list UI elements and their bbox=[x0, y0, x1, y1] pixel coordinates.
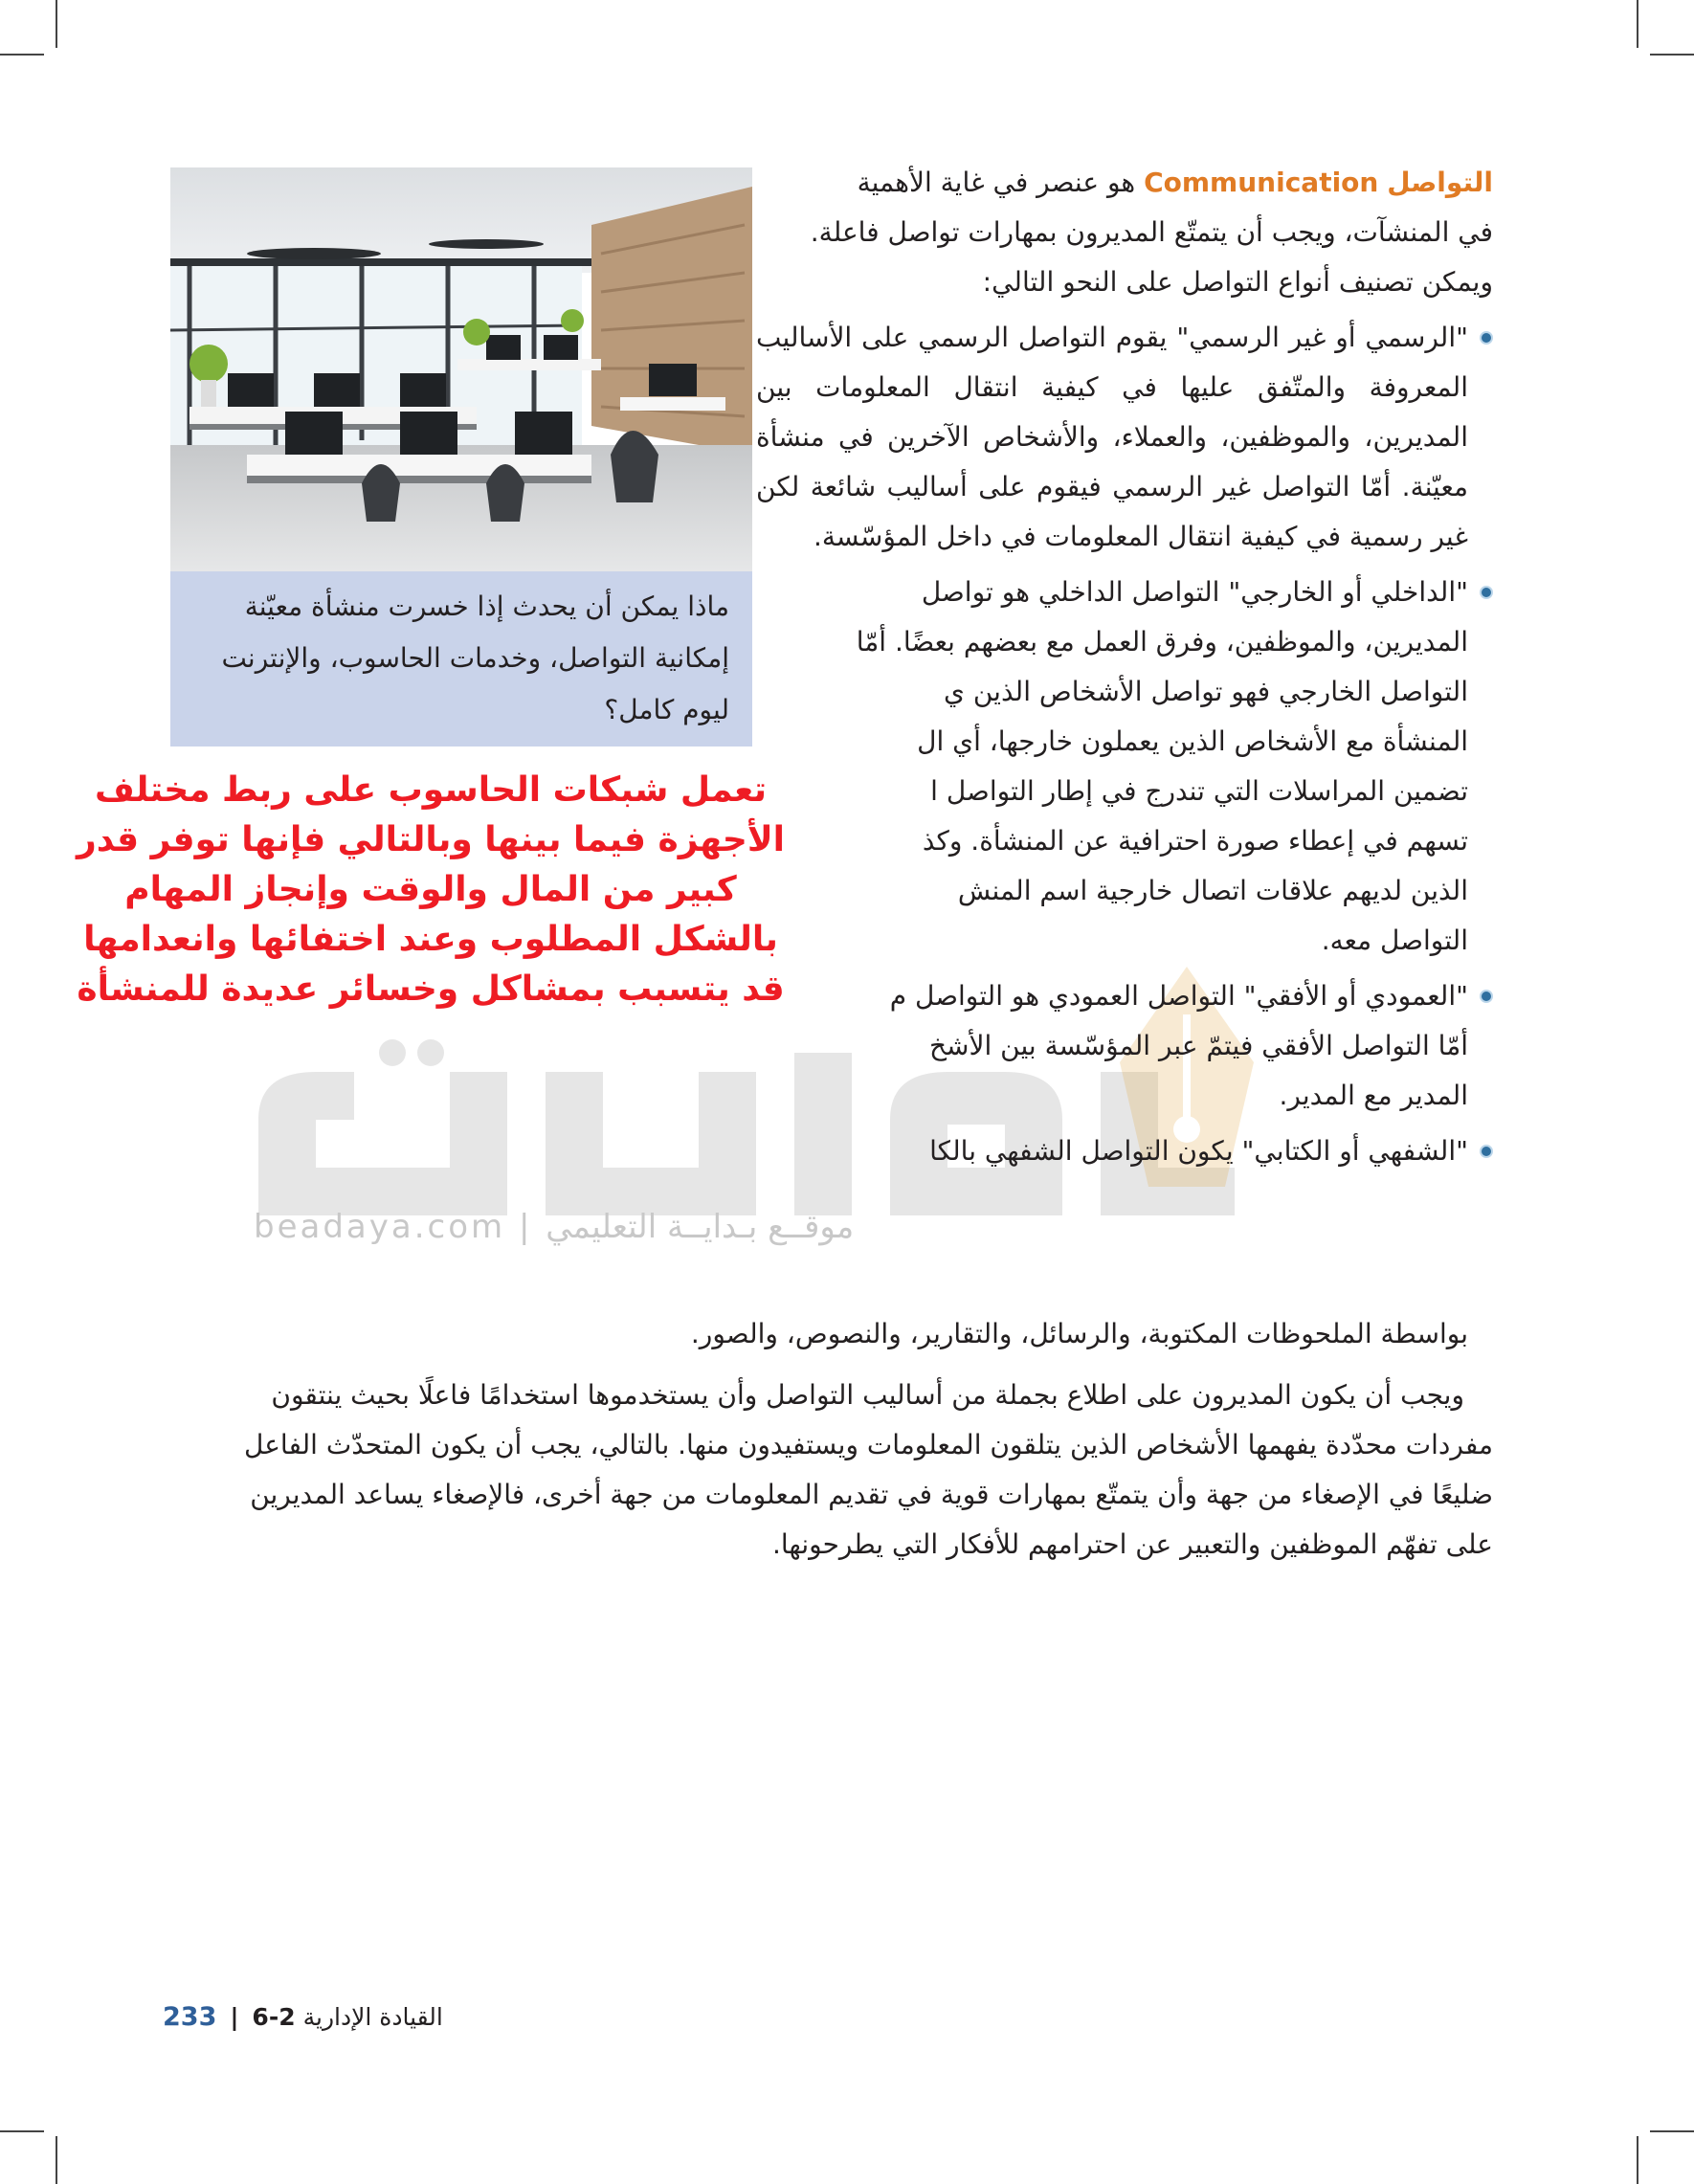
bullet-text: "الرسمي أو غير الرسمي" يقوم التواصل الرسمي على الأساليب المعروفة والمتّفق عليها في كيفية انتقال المعلومات بين المديرين، والموظفين، والعملاء، والأشخاص الآخرين في منشأة معيّنة. أمّا التواصل غير الرسمي فيقوم على أساليب شائعة لكن غير رسمية في كيفية انتقال المعلومات في داخل المؤسّسة. bbox=[756, 322, 1468, 552]
intro-line-1 bbox=[756, 158, 1493, 208]
bullet-line: "الداخلي أو الخارجي" التواصل الداخلي هو تواصل bbox=[921, 576, 1468, 608]
office-photo bbox=[170, 167, 752, 571]
crop-mark bbox=[56, 2136, 57, 2184]
closing-line: ويجب أن يكون المديرون على اطلاع بجملة من أساليب التواصل وأن يستخدموها استخدامًا فاعلًا بحيث ينتقون bbox=[271, 1379, 1464, 1411]
closing-line: مفردات محدّدة يفهمها الأشخاص الذين يتلقون المعلومات ويستفيدون منها. بالتالي، يجب أن يكون المتحدّث الفاعل bbox=[244, 1429, 1493, 1460]
bullet-line: التواصل معه. bbox=[1321, 925, 1468, 956]
bullet-formal-informal bbox=[756, 313, 1493, 562]
bullet-line: المديرين، والموظفين، وفرق العمل مع بعضهم بعضًا. أمّا bbox=[856, 626, 1468, 657]
closing-paragraph bbox=[153, 1371, 1493, 1570]
bullet-line: "العمودي أو الأفقي" التواصل العمودي هو التواصل م bbox=[889, 980, 1468, 1012]
chapter-number: 2-6 bbox=[252, 2003, 296, 2031]
page-footer bbox=[163, 2002, 737, 2032]
footer-separator: | bbox=[230, 2003, 239, 2031]
closing-line: على تفهّم الموظفين والتعبير عن احترامهم للأفكار التي يطرحونها. bbox=[771, 1528, 1493, 1560]
bullet-line: بواسطة الملحوظات المكتوبة، والرسائل، والتقارير، والنصوص، والصور. bbox=[690, 1318, 1468, 1349]
bullet-line: المنشأة مع الأشخاص الذين يعملون خارجها، أي ال bbox=[917, 725, 1468, 757]
bullet-line: التواصل الخارجي فهو تواصل الأشخاص الذين ي bbox=[944, 676, 1468, 707]
crop-mark bbox=[0, 2130, 44, 2132]
bullet-oral-written-continuation bbox=[153, 1309, 1493, 1359]
bullet-vertical-horizontal bbox=[756, 971, 1493, 1121]
term-arabic: التواصل bbox=[1387, 167, 1493, 198]
bullet-line: تضمين المراسلات التي تندرج في إطار التواصل ا bbox=[930, 775, 1468, 807]
bullet-internal-external bbox=[756, 568, 1493, 966]
bullet-icon bbox=[1480, 1145, 1493, 1158]
crop-mark bbox=[0, 54, 44, 56]
crop-mark bbox=[1637, 2136, 1638, 2184]
bullet-line: تسهم في إعطاء صورة احترافية عن المنشأة. وكذ bbox=[922, 825, 1468, 857]
bullet-line: أمّا التواصل الأفقي فيتمّ عبر المؤسّسة بين الأشخ bbox=[928, 1030, 1468, 1061]
bullet-line: المدير مع المدير. bbox=[1279, 1080, 1468, 1111]
crop-mark bbox=[1637, 0, 1638, 48]
bullet-line: الذين لديهم علاقات اتصال خارجية اسم المنش bbox=[957, 875, 1468, 906]
crop-mark bbox=[1650, 2130, 1694, 2132]
crop-mark bbox=[56, 0, 57, 48]
bullet-line: "الشفهي أو الكتابي" يكون التواصل الشفهي بالكا bbox=[929, 1135, 1468, 1167]
page-number: 233 bbox=[163, 2002, 217, 2032]
intro-text: هو عنصر في غاية الأهمية bbox=[857, 167, 1136, 198]
bullet-icon bbox=[1480, 331, 1493, 345]
bullet-icon bbox=[1480, 990, 1493, 1003]
bullet-oral-written bbox=[756, 1126, 1493, 1176]
bullet-icon bbox=[1480, 586, 1493, 599]
intro-line-3: ويمكن تصنيف أنواع التواصل على النحو التالي: bbox=[982, 266, 1493, 298]
crop-mark bbox=[1650, 54, 1694, 56]
photo-caption: ماذا يمكن أن يحدث إذا خسرت منشأة معيّنة إمكانية التواصل، وخدمات الحاسوب، والإنترنت ليوم كامل؟ bbox=[170, 571, 752, 747]
main-text-column bbox=[756, 158, 1493, 1176]
chapter-title: القيادة الإدارية bbox=[302, 2003, 443, 2031]
watermark-text: beadaya.com | موقــع بـدايــة التعليمي bbox=[254, 1208, 855, 1246]
closing-line: ضليعًا في الإصغاء من جهة وأن يتمتّع بمهارات قوية في تقديم المعلومات من جهة أخرى، فالإصغاء يساعد المديرين bbox=[250, 1479, 1493, 1510]
office-illustration bbox=[170, 167, 752, 571]
handwritten-answer: تعمل شبكات الحاسوب على ربط مختلف الأجهزة فيما بينها وبالتالي فإنها توفر قدر كبير من المال والوقت وإنجاز المهام بالشكل المطلوب وعند اختفائها وانعدامها قد يتسبب بمشاكل وخسائر عديدة للمنشأة bbox=[77, 770, 785, 1009]
intro-line-2: في المنشآت، ويجب أن يتمتّع المديرون بمهارات تواصل فاعلة. bbox=[810, 216, 1493, 248]
term-english: Communication bbox=[1144, 167, 1379, 198]
